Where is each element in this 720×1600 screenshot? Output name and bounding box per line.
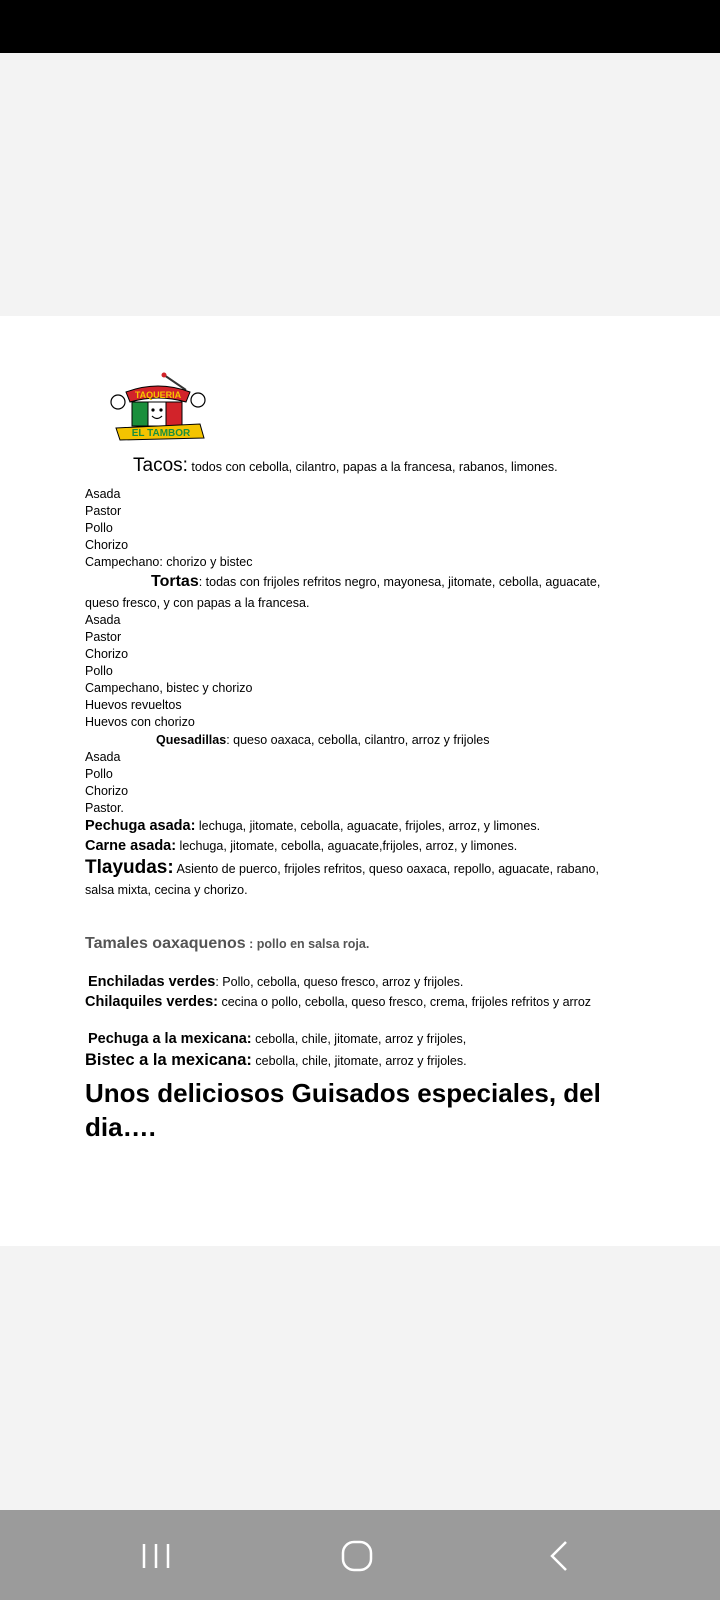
back-icon[interactable]: [540, 1536, 580, 1576]
chilaquiles-description: cecina o pollo, cebolla, queso fresco, crema, frijoles refritos y arroz: [217, 995, 592, 1009]
list-item: Pollo: [85, 521, 113, 535]
recents-icon[interactable]: [136, 1536, 176, 1576]
pechuga-asada-description: lechuga, jitomate, cebolla, aguacate, frijoles, arroz, y limones.: [195, 819, 541, 833]
list-item: Pastor: [85, 630, 122, 644]
list-item: Pastor: [85, 504, 122, 518]
list-item: Pollo: [85, 767, 113, 781]
bistec-mexicana-title: Bistec a la mexicana:: [85, 1051, 252, 1069]
tlayudas-description-cont: salsa mixta, cecina y chorizo.: [85, 883, 248, 897]
list-item: Campechano, bistec y chorizo: [85, 681, 253, 695]
tacos-heading-line: [133, 455, 558, 476]
tlayudas-description: Asiento de puerco, frijoles refritos, queso oaxaca, repollo, aguacate, rabano,: [173, 862, 599, 876]
list-item: Huevos revueltos: [85, 698, 182, 712]
list-item: Pastor.: [85, 801, 124, 815]
tamales-description: : pollo en salsa roja.: [245, 937, 370, 951]
tacos-title: Tacos:: [133, 455, 188, 476]
pechuga-mexicana-title: Pechuga a la mexicana:: [88, 1031, 252, 1047]
tortas-heading-line: [151, 574, 600, 590]
list-item: Chorizo: [85, 538, 129, 552]
navigation-bar: [0, 1510, 720, 1600]
menu-document: [0, 316, 720, 1246]
status-bar: [0, 0, 720, 53]
list-item: Pollo: [85, 664, 113, 678]
list-item: Chorizo: [85, 647, 129, 661]
list-item: Asada: [85, 613, 121, 627]
tlayudas-line: [85, 857, 599, 878]
tortas-description: : todas con frijoles refritos negro, mayonesa, jitomate, cebolla, aguacate,: [198, 575, 601, 589]
list-item: Asada: [85, 487, 121, 501]
tlayudas-title: Tlayudas:: [85, 857, 174, 878]
chilaquiles-title: Chilaquiles verdes:: [85, 994, 218, 1010]
tamales-line: [85, 936, 369, 952]
list-item: Campechano: chorizo y bistec: [85, 555, 253, 569]
quesadillas-title: Quesadillas: [156, 733, 227, 747]
chilaquiles-line: [85, 994, 591, 1010]
bistec-mexicana-line: [85, 1052, 467, 1069]
quesadillas-heading-line: [156, 732, 490, 748]
tortas-description-cont: queso fresco, y con papas a la francesa.: [85, 596, 310, 610]
tortas-title: Tortas: [151, 573, 199, 590]
enchiladas-description: : Pollo, cebolla, queso fresco, arroz y frijoles.: [215, 975, 464, 989]
enchiladas-title: Enchiladas verdes: [88, 974, 216, 990]
list-item: Chorizo: [85, 784, 129, 798]
enchiladas-line: [88, 974, 463, 990]
bistec-mexicana-description: cebolla, chile, jitomate, arroz y frijoles.: [251, 1054, 467, 1068]
list-item: Asada: [85, 750, 121, 764]
carne-asada-line: [85, 838, 517, 854]
closing-headline: Unos deliciosos Guisados especiales, del dia….: [85, 1078, 601, 1142]
pechuga-mexicana-line: [88, 1031, 466, 1047]
carne-asada-title: Carne asada:: [85, 838, 177, 854]
pechuga-mexicana-description: cebolla, chile, jitomate, arroz y frijoles,: [251, 1032, 467, 1046]
tamales-title: Tamales oaxaquenos: [85, 935, 246, 952]
quesadillas-description: : queso oaxaca, cebolla, cilantro, arroz y frijoles: [226, 733, 490, 747]
home-icon[interactable]: [337, 1536, 377, 1576]
taqueria-logo: [106, 372, 210, 442]
carne-asada-description: lechuga, jitomate, cebolla, aguacate,frijoles, arroz, y limones.: [176, 839, 518, 853]
logo-top-text: TAQUERIA: [134, 390, 182, 400]
tacos-description: todos con cebolla, cilantro, papas a la francesa, rabanos, limones.: [187, 460, 558, 474]
list-item: Huevos con chorizo: [85, 715, 195, 729]
pechuga-asada-title: Pechuga asada:: [85, 818, 196, 834]
logo-bottom-text: EL TAMBOR: [131, 428, 191, 439]
pechuga-asada-line: [85, 818, 540, 834]
